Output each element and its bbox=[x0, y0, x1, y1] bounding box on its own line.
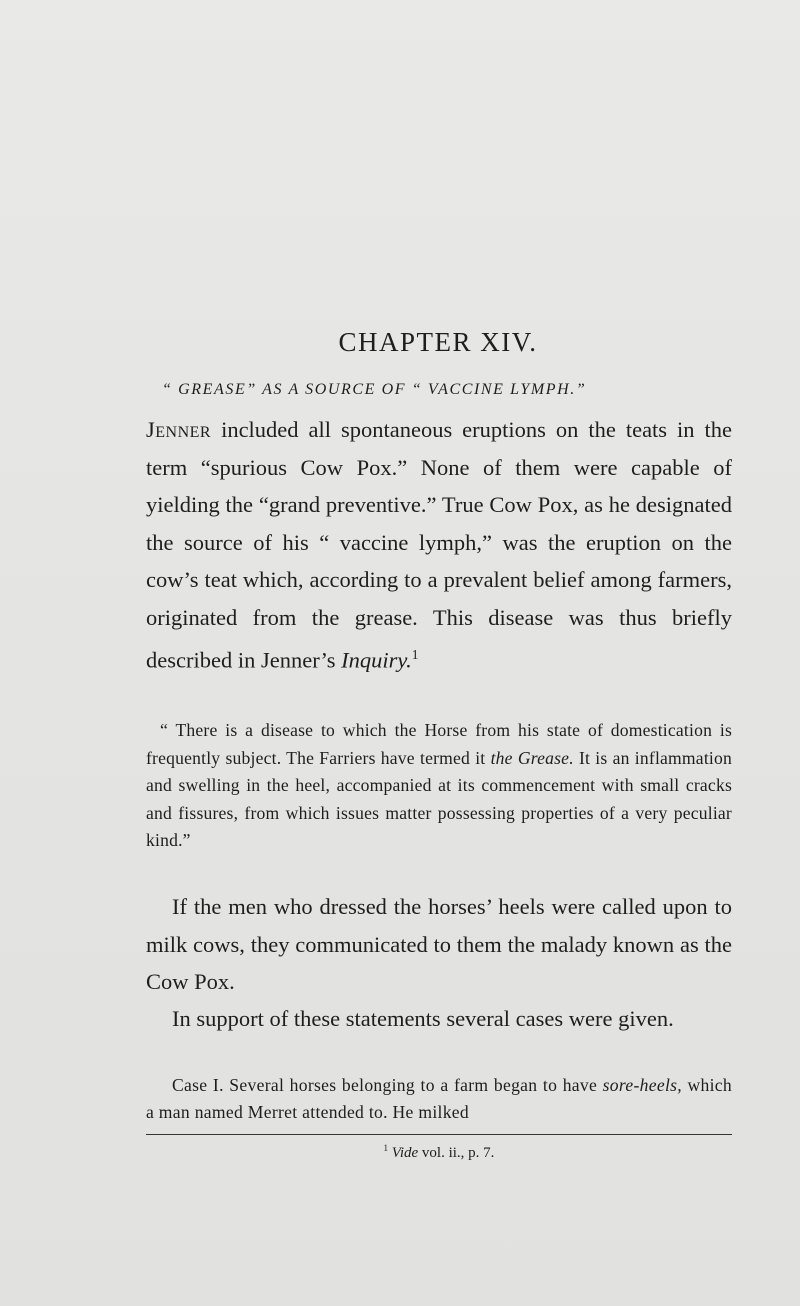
paragraph-milking: If the men who dressed the horses’ heels were called upon to milk cows, they communicated to them the malady known as the Cow Pox. bbox=[146, 894, 732, 994]
inquiry-title: Inquiry. bbox=[341, 647, 412, 673]
case-text-b: which a man named Merret attended to. He milked bbox=[146, 1075, 732, 1122]
footnote-text: vol. ii., p. 7. bbox=[418, 1145, 495, 1161]
case-label: Case I. bbox=[172, 1075, 224, 1095]
paragraph-1-text: included all spontaneous eruptions on the teats in the term “spurious Cow Pox.” None of them were capable of yielding the “grand preventive.” True Cow Pox, as he designated the source of his “ vaccine lymph,” was the eruption on the cow’s teat which, according to a prevalent belief among farmers, originated from the grease. This disease was thus briefly described in Jenner’s bbox=[146, 417, 732, 673]
chapter-title: CHAPTER XIV. bbox=[338, 327, 538, 357]
sore-heels-term: sore-heels, bbox=[602, 1075, 682, 1095]
grease-term: the Grease. bbox=[490, 747, 574, 768]
paragraph-jenner-intro bbox=[146, 411, 732, 679]
footnote-number: 1 bbox=[383, 1143, 389, 1153]
case-one-paragraph bbox=[146, 1072, 732, 1126]
chapter-subtitle: “ GREASE” AS A SOURCE OF “ VACCINE LYMPH.” bbox=[162, 381, 587, 398]
footnote bbox=[146, 1143, 732, 1162]
lead-word: Jenner bbox=[146, 417, 212, 442]
paragraph-support: In support of these statements several cases were given. bbox=[172, 1006, 674, 1031]
footnote-divider bbox=[146, 1134, 732, 1135]
case-text-a: Several horses belonging to a farm began to have bbox=[223, 1075, 603, 1095]
footnote-vide: Vide bbox=[391, 1145, 419, 1161]
footnote-reference: 1 bbox=[411, 647, 419, 662]
quote-text-a: “ There is a disease to which the Horse from his state of domestication is frequently subject. The Farriers have termed it bbox=[146, 720, 732, 768]
block-quote bbox=[146, 717, 732, 855]
quote-text-b: It is an inflammation and swelling in the heel, accompanied at its commencement with small cracks and fissures, from which issues matter possessing properties of a very peculiar kind.” bbox=[146, 747, 732, 850]
